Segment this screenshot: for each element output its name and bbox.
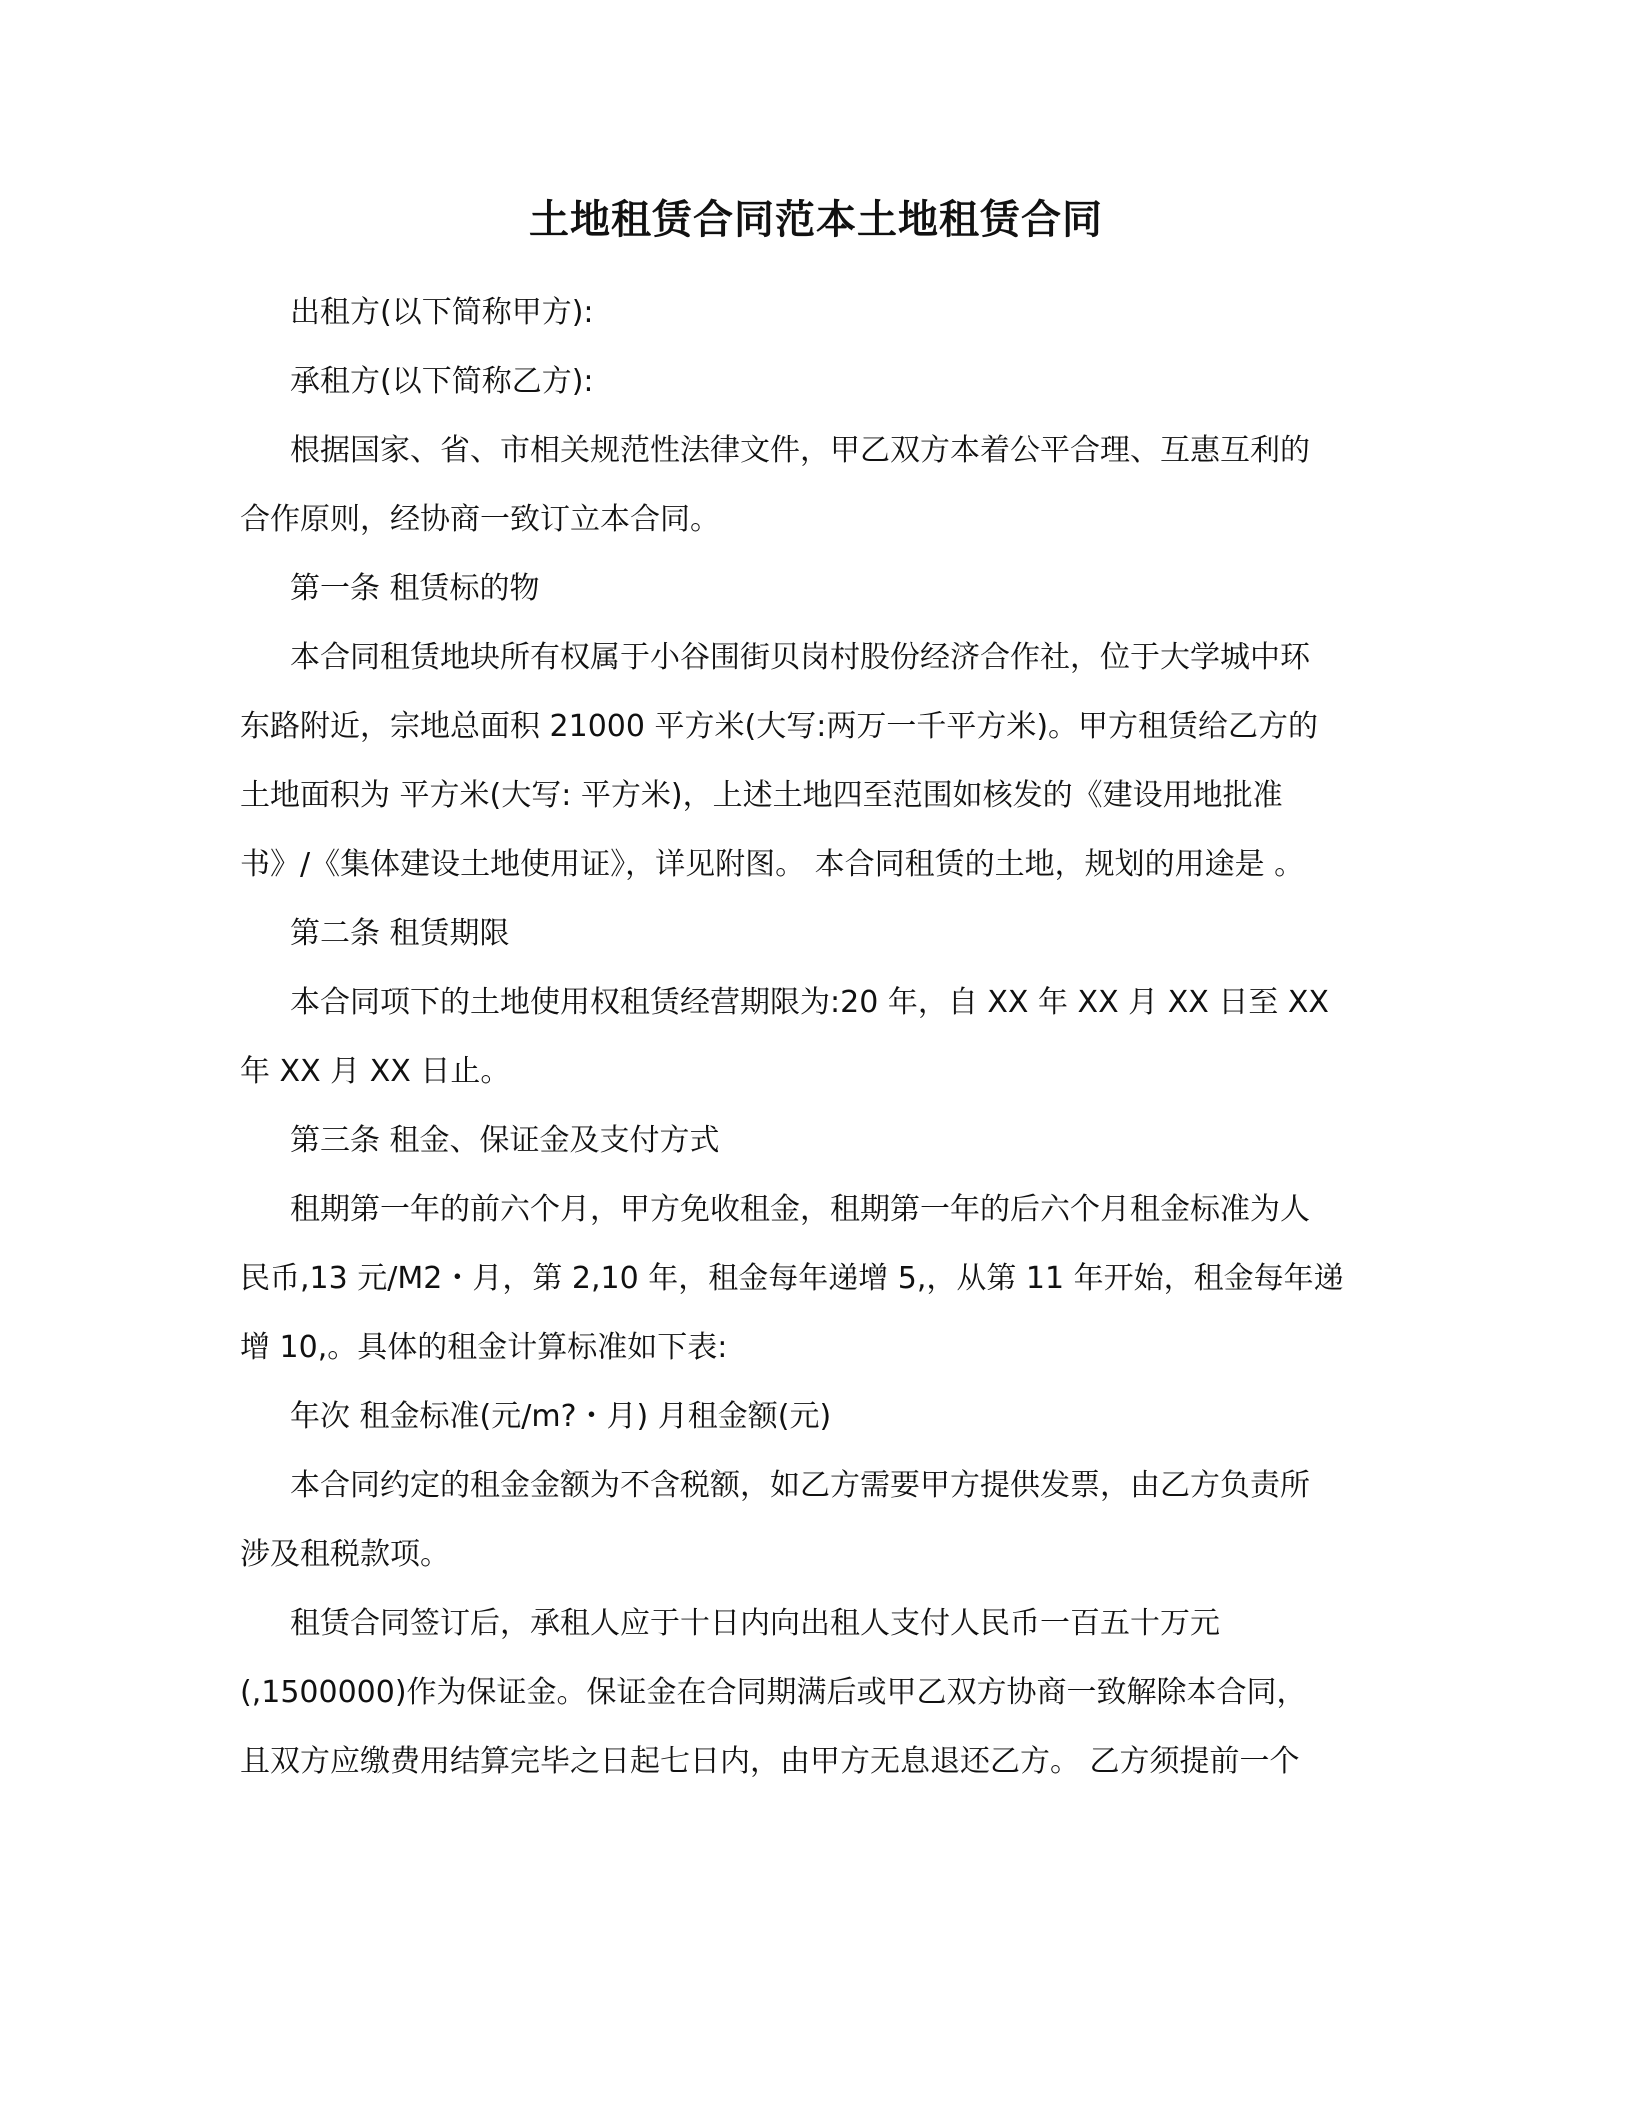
document-body <box>240 278 1390 1796</box>
document-line: 第二条 租赁期限 <box>290 916 510 951</box>
document-line: 民币,13 元/M2・月，第 2,10 年，租金每年递增 5,，从第 11 年开始，租金每年递 <box>240 1261 1344 1296</box>
document-line: 涉及租税款项。 <box>240 1537 450 1572</box>
document-line: 增 10,。具体的租金计算标准如下表: <box>240 1330 728 1365</box>
document-line: 书》/《集体建设土地使用证》，详见附图。 本合同租赁的土地，规划的用途是 。 <box>240 847 1305 882</box>
document-line: 出租方(以下简称甲方): <box>290 295 594 330</box>
document-line: 东路附近，宗地总面积 21000 平方米(大写:两万一千平方米)。甲方租赁给乙方的 <box>240 709 1319 744</box>
document-line: 第三条 租金、保证金及支付方式 <box>290 1123 720 1158</box>
document-line: 本合同项下的土地使用权租赁经营期限为:20 年，自 XX 年 XX 月 XX 日至 XX <box>290 985 1329 1020</box>
document-line: 承租方(以下简称乙方): <box>290 364 594 399</box>
document-line: 租赁合同签订后，承租人应于十日内向出租人支付人民币一百五十万元 <box>290 1606 1220 1641</box>
document-line: 租期第一年的前六个月，甲方免收租金，租期第一年的后六个月租金标准为人 <box>290 1192 1310 1227</box>
document-line: 第一条 租赁标的物 <box>290 571 540 606</box>
document-line: (,1500000)作为保证金。保证金在合同期满后或甲乙双方协商一致解除本合同， <box>240 1675 1307 1710</box>
document-line: 年次 租金标准(元/m?・月) 月租金额(元) <box>290 1399 832 1434</box>
document-line: 土地面积为 平方米(大写: 平方米)，上述土地四至范围如核发的《建设用地批准 <box>240 778 1283 813</box>
document-line: 年 XX 月 XX 日止。 <box>240 1054 511 1089</box>
document-line: 本合同约定的租金金额为不含税额，如乙方需要甲方提供发票，由乙方负责所 <box>290 1468 1310 1503</box>
document-line: 根据国家、省、市相关规范性法律文件，甲乙双方本着公平合理、互惠互利的 <box>290 433 1310 468</box>
document-line: 且双方应缴费用结算完毕之日起七日内，由甲方无息退还乙方。 乙方须提前一个 <box>240 1744 1300 1779</box>
document-line: 合作原则，经协商一致订立本合同。 <box>240 502 720 537</box>
document-line: 本合同租赁地块所有权属于小谷围街贝岗村股份经济合作社，位于大学城中环 <box>290 640 1310 675</box>
document-title: 土地租赁合同范本土地租赁合同 <box>529 197 1103 243</box>
